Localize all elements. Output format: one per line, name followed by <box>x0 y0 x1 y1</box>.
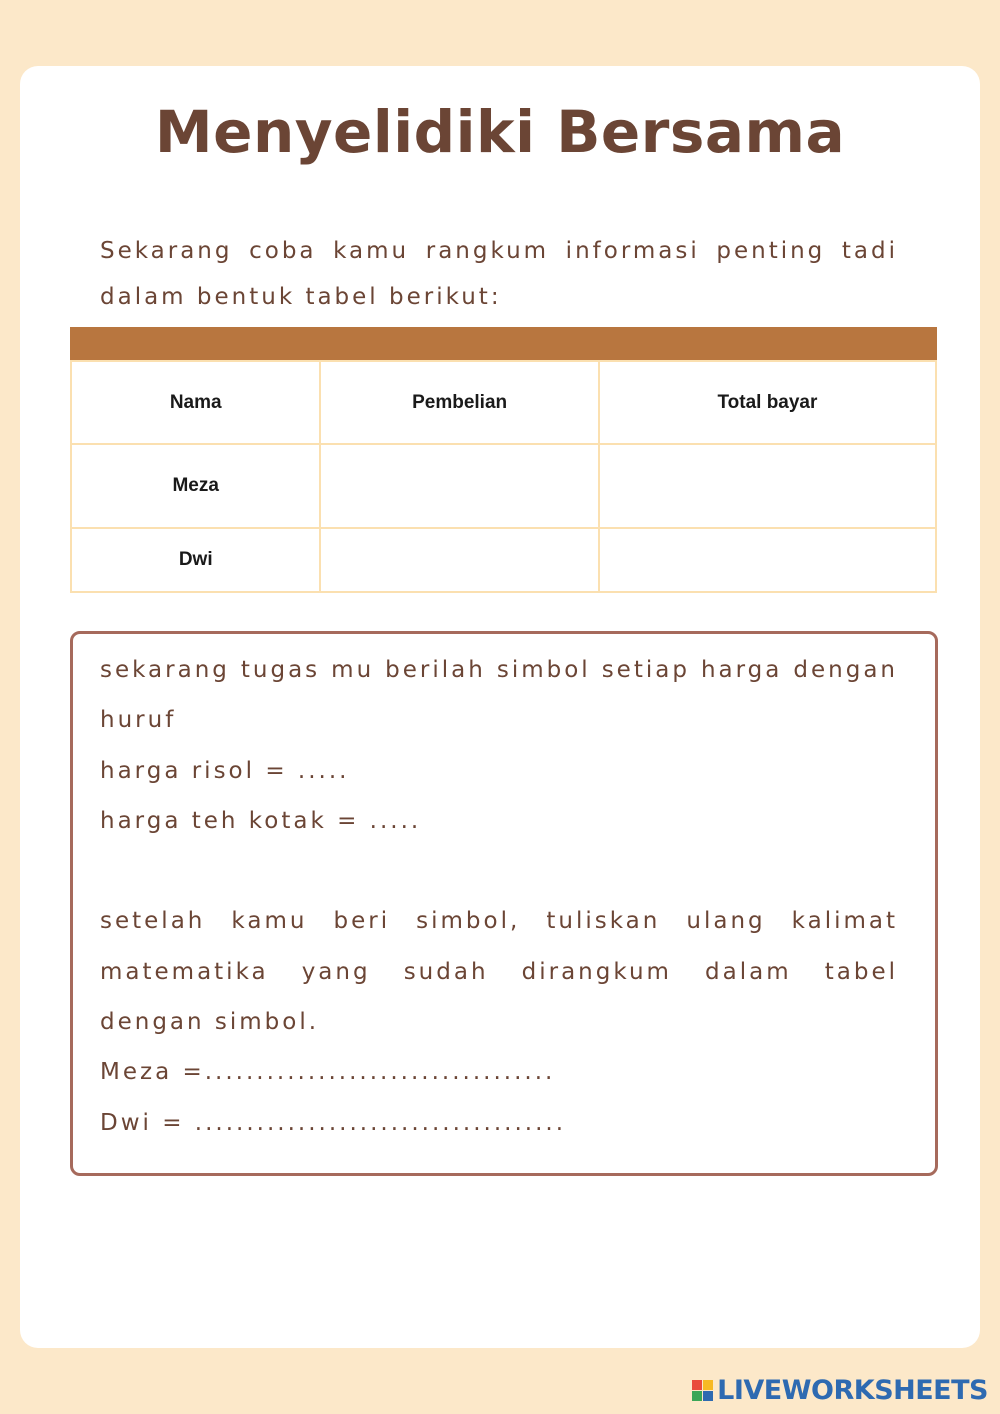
task-instruction-2: setelah kamu beri simbol, tuliskan ulang kalimat matematika yang sudah dirangkum dalam tabel dengan simbol. <box>100 908 898 1036</box>
brand-name: LIVEWORKSHEETS <box>717 1374 988 1406</box>
task-instruction: sekarang tugas mu berilah simbol setiap harga dengan huruf <box>100 657 898 734</box>
header-total-bayar: Total bayar <box>599 361 936 444</box>
intro-text: Sekarang coba kamu rangkum informasi penting tadi dalam bentuk tabel berikut: <box>100 238 898 310</box>
meza-answer-line: Meza =.................................. <box>100 1059 556 1086</box>
page-title: Menyelidiki Bersama <box>154 98 846 166</box>
table-header-bar <box>70 327 937 360</box>
teh-price-line: harga teh kotak = ..... <box>100 807 422 834</box>
cell-name: Meza <box>71 444 320 528</box>
cell-total-input[interactable] <box>599 444 936 528</box>
header-nama: Nama <box>71 361 320 444</box>
liveworksheets-brand <box>692 1372 988 1408</box>
table-row <box>71 444 936 528</box>
spacer <box>100 846 898 896</box>
table-header-row <box>71 361 936 444</box>
dwi-answer-line: Dwi = .................................... <box>100 1109 567 1136</box>
cell-pembelian-input[interactable] <box>320 528 598 592</box>
cell-pembelian-input[interactable] <box>320 444 598 528</box>
summary-table <box>70 360 937 593</box>
task-content <box>100 645 898 1148</box>
liveworksheets-logo-icon <box>692 1380 713 1401</box>
table-row <box>71 528 936 592</box>
cell-name: Dwi <box>71 528 320 592</box>
cell-total-input[interactable] <box>599 528 936 592</box>
header-pembelian: Pembelian <box>320 361 598 444</box>
risol-price-line: harga risol = ..... <box>100 757 350 784</box>
